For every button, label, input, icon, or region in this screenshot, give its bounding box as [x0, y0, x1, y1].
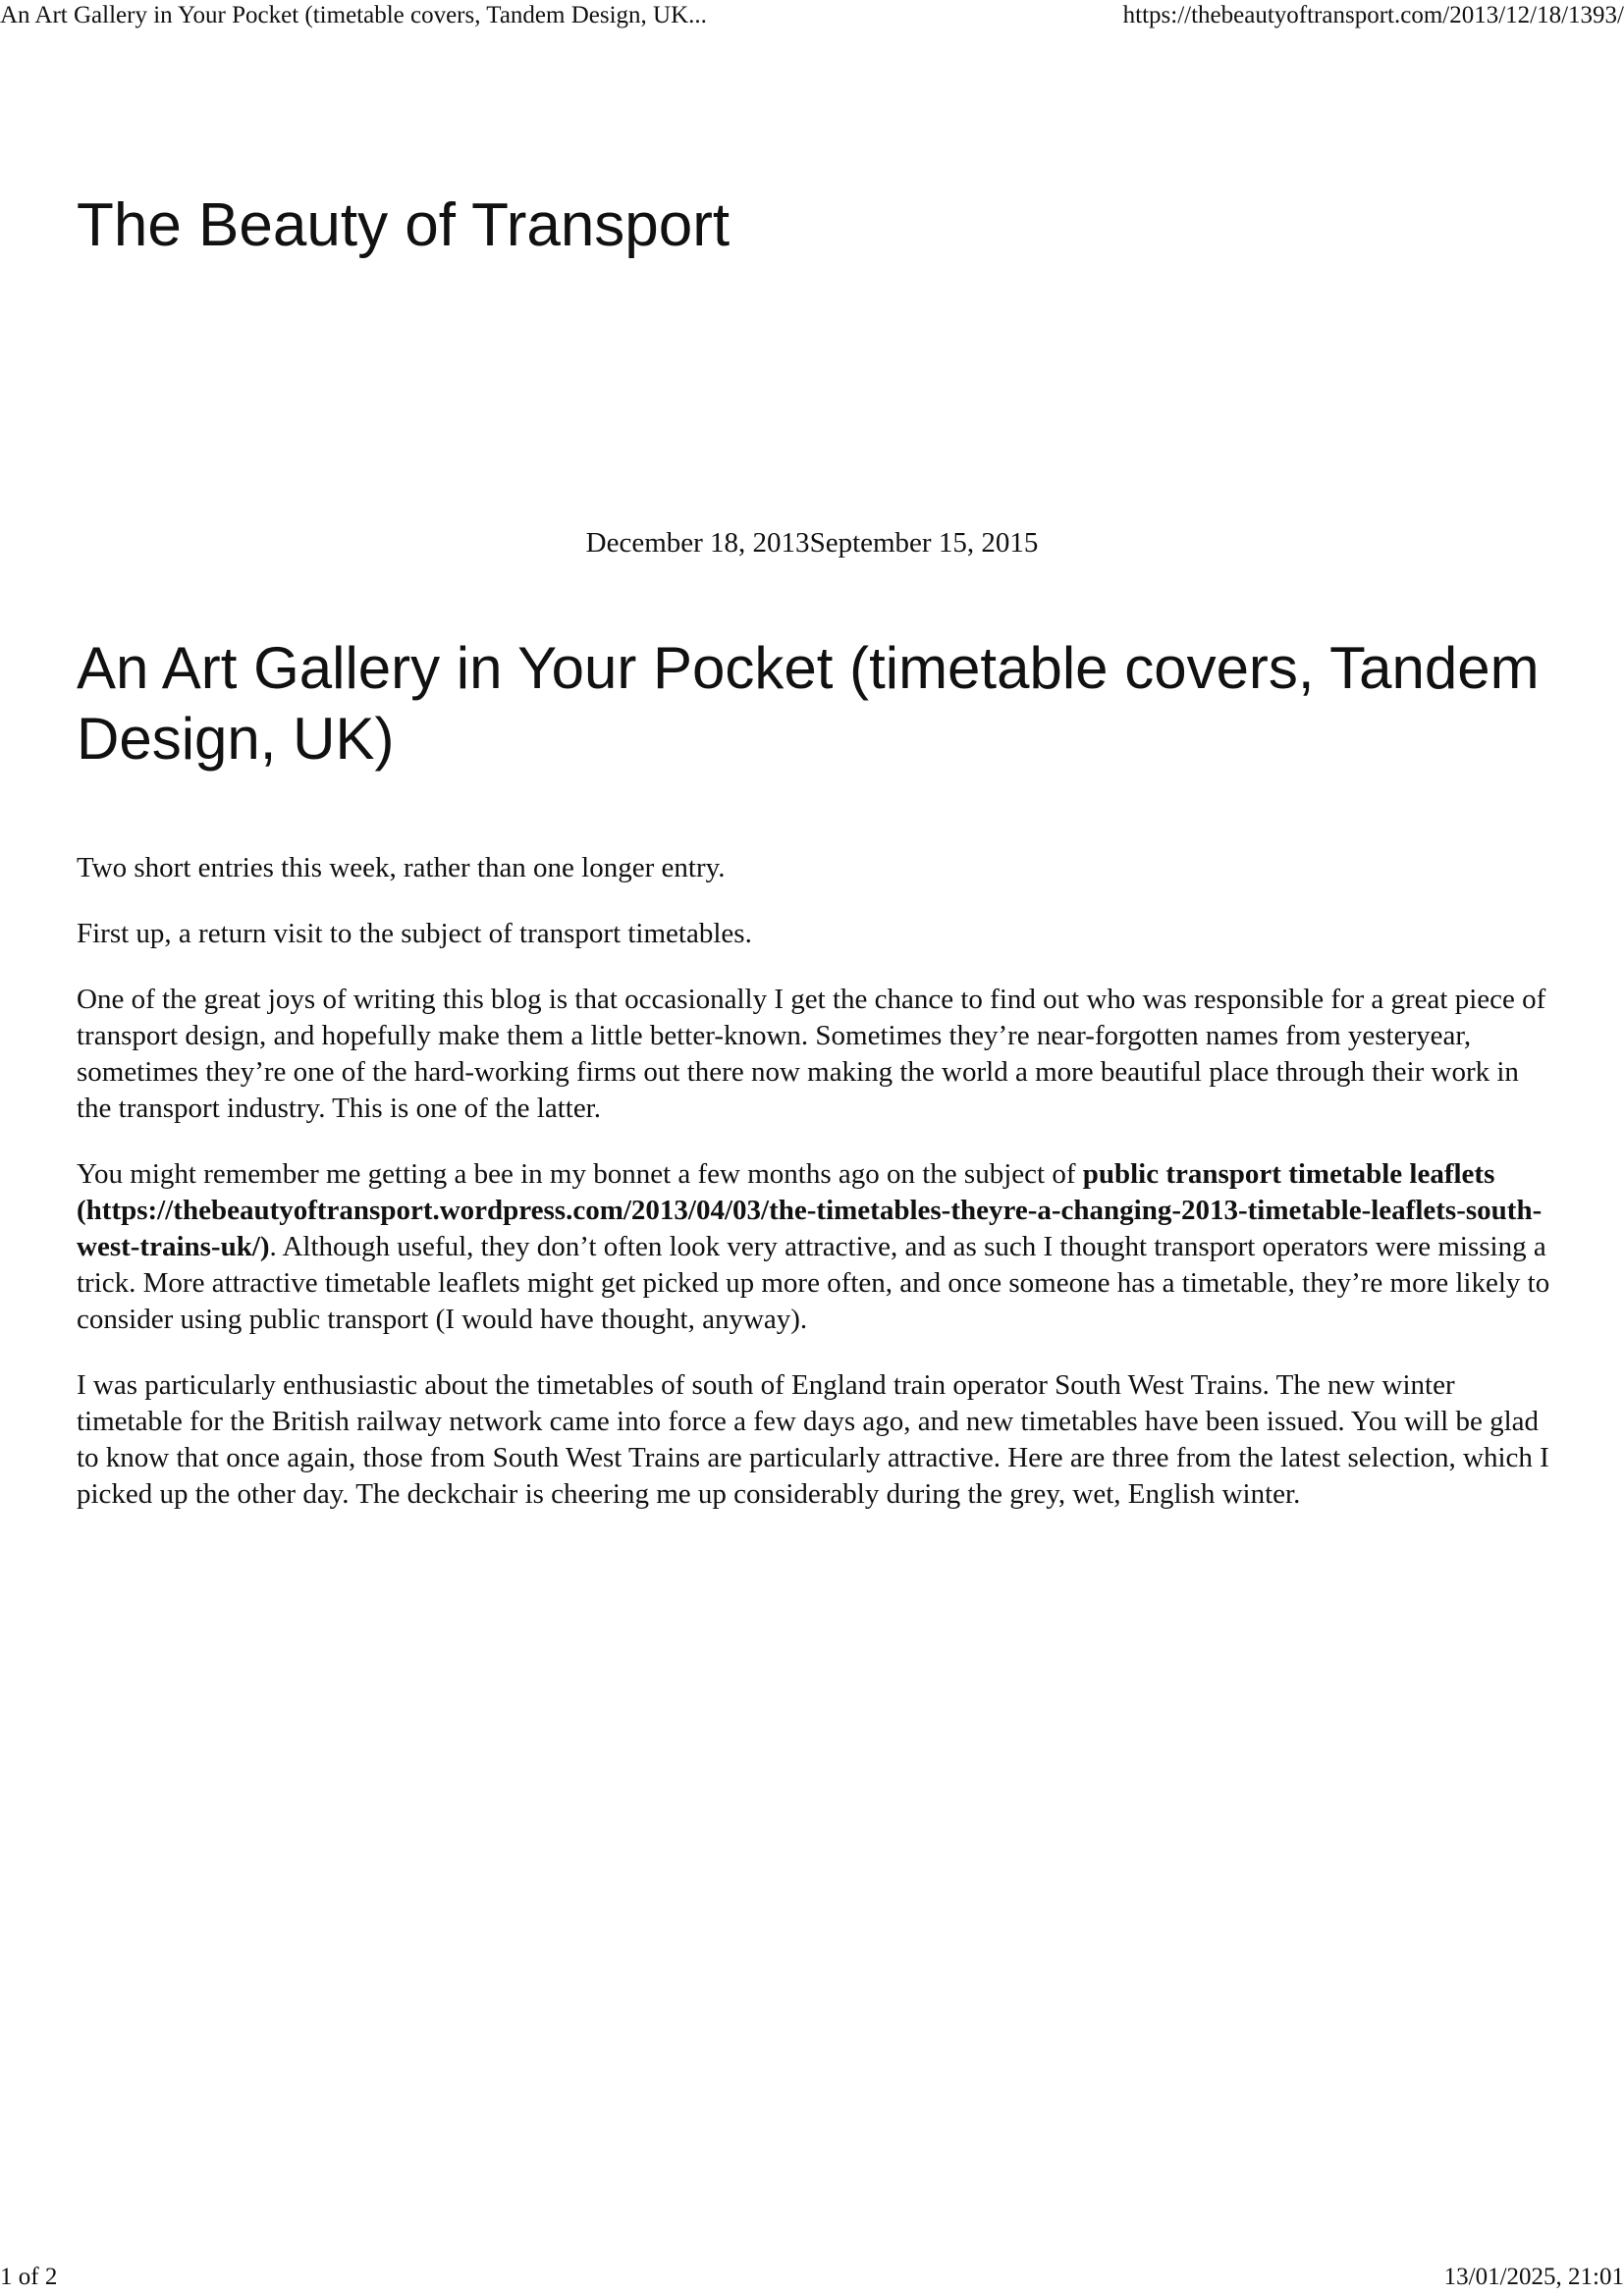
print-footer-timestamp: 13/01/2025, 21:01 — [1443, 2264, 1624, 2290]
paragraph-4-text-after: . Although useful, they don’t often look very attractive, and as such I thought transport operators were missing a trick. More attractive timetable leaflets might get picked up more often, and once someone has a timetable, they’re more likely to consider using public transport (I would have thought, anyway). — [77, 1231, 1550, 1335]
post-date-published[interactable]: December 18, 2013 — [585, 527, 810, 559]
post-body — [77, 850, 1554, 1542]
post-title: An Art Gallery in Your Pocket (timetable covers, Tandem Design, UK) — [77, 635, 1540, 772]
print-footer-page-count: 1 of 2 — [0, 2264, 58, 2290]
paragraph-3: One of the great joys of writing this blog is that occasionally I get the chance to find out who was responsible for a great piece of transport design, and hopefully make them a little better-known. Sometimes they’re near-forgotten names from yesteryear, sometimes they’re one of the hard-working firms out there now making the world a more beautiful place through their work in the transport industry. This is one of the latter. — [77, 984, 1546, 1124]
paragraph-1: Two short entries this week, rather than one longer entry. — [77, 852, 726, 883]
post-date-updated: September 15, 2015 — [809, 527, 1039, 559]
paragraph-4-text-before: You might remember me getting a bee in my bonnet a few months ago on the subject of — [77, 1158, 1083, 1190]
print-header-url: https://thebeautyoftransport.com/2013/12/18/1393/ — [1122, 2, 1624, 28]
paragraph-4 — [77, 1156, 1554, 1338]
paragraph-2: First up, a return visit to the subject of transport timetables. — [77, 918, 752, 949]
site-title[interactable]: The Beauty of Transport — [77, 191, 731, 259]
print-header-page-title: An Art Gallery in Your Pocket (timetable covers, Tandem Design, UK... — [0, 2, 707, 28]
paragraph-5: I was particularly enthusiastic about the timetables of south of England train operator South West Trains. The new winter timetable for the British railway network came into force a few days ago, and new timetables have been issued. You will be glad to know that once again, those from South West Trains are particularly attractive. Here are three from the latest selection, which I picked up the other day. The deckchair is cheering me up considerably during the grey, wet, English winter. — [77, 1369, 1549, 1510]
post-dates — [0, 523, 1624, 562]
timetable-leaflets-link[interactable]: public transport timetable leaflets (https://thebeautyoftransport.wordpress.com/2013/04/03/the-timetables-theyre-a-changing-2013-timetable-leaflets-south-west-trains-uk/) — [77, 1158, 1543, 1262]
